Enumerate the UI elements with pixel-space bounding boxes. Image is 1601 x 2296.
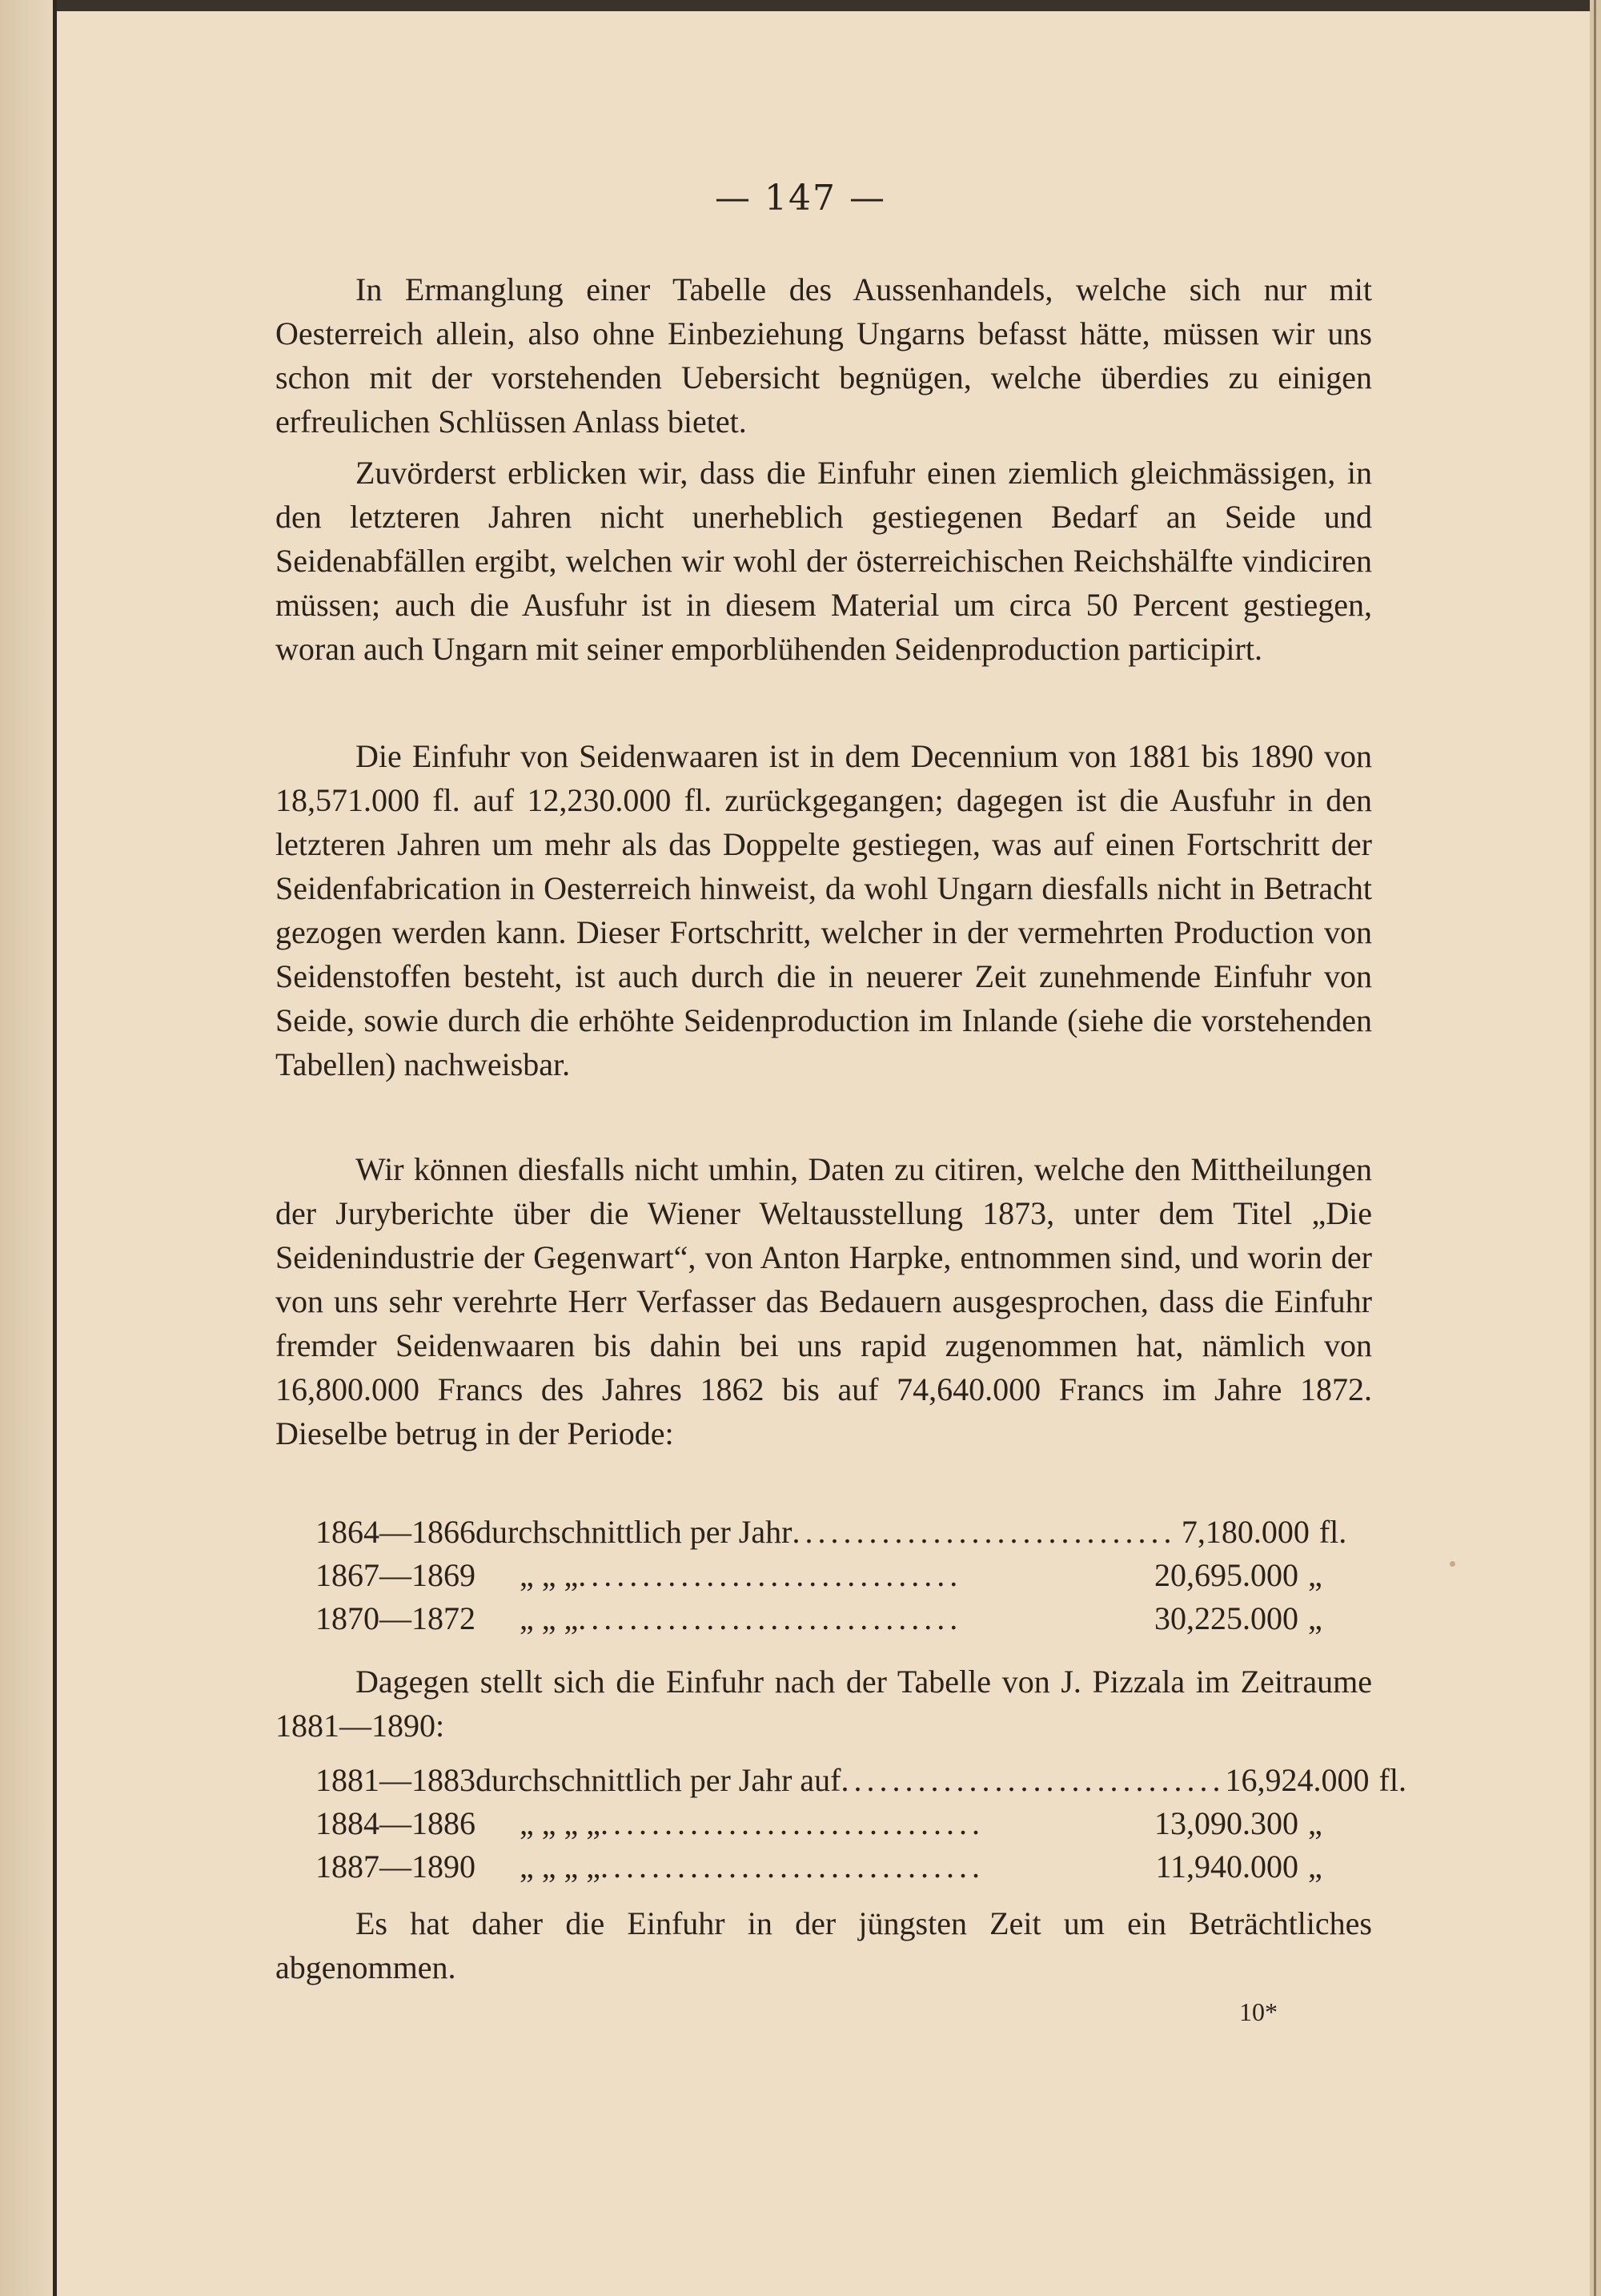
table-row [315, 1511, 1348, 1554]
table-row [315, 1802, 1348, 1845]
value: 11,940.000 [1155, 1848, 1298, 1885]
period: 1864—1866 [315, 1514, 475, 1550]
paragraph-5: Dagegen stellt sich die Einfuhr nach der Tabelle von J. Pizzala im Zeitraume 1881—1890: [275, 1664, 1372, 1744]
row-label: durchschnittlich per Jahr [475, 1514, 792, 1550]
page-number: — 147 — [715, 178, 886, 219]
paragraph-3: Die Einfuhr von Seidenwaaren ist in dem Decennium von 1881 bis 1890 von 18,571.000 fl. auf 12,230.000 fl. zurückgegangen; dagegen ist die Ausfuhr in den letzteren Jahren um mehr als das Doppelte gestiegen, was auf einen Fortschritt der Seidenfabrication in Oesterreich hinweist, da wohl Ungarn diesfalls nicht in Betracht gezogen werden kann. Dieser Fortschritt, welcher in der vermehrten Production von Seidenstoffen besteht, ist auch durch die in neuerer Zeit zunehmende Einfuhr von Seide, sowie durch die erhöhte Seidenproduction im Inlande (siehe die vorstehenden Tabellen) nachweisbar. [275, 738, 1372, 1082]
period: 1887—1890 [315, 1848, 475, 1885]
row-label: „ „ „ „ [520, 1805, 601, 1841]
right-edge-line [1594, 0, 1596, 2296]
paragraph-6: Es hat daher die Einfuhr in der jüngsten Zeit um ein Beträchtliches abgenommen. [275, 1905, 1372, 1985]
unit: „ [1308, 1600, 1322, 1636]
unit: fl. [1378, 1762, 1406, 1798]
row-label: durchschnittlich per Jahr auf [475, 1762, 841, 1798]
paragraph-2: Zuvörderst erblicken wir, dass die Einfuhr einen ziemlich gleichmässigen, in den letzteren Jahren nicht unerheblich gestiegenen Bedarf an Seide und Seidenabfällen ergibt, welchen wir wohl der österreichischen Reichshälfte vindiciren müssen; auch die Ausfuhr ist in diesem Material um circa 50 Percent gestiegen, woran auch Ungarn mit seiner emporblühenden Seidenproduction participirt. [275, 455, 1372, 667]
value: 7,180.000 [1181, 1514, 1310, 1550]
unit: fl. [1318, 1514, 1347, 1550]
leader-dots: .............................. [578, 1600, 963, 1636]
import-table-1881-1890 [315, 1759, 1406, 1889]
unit: „ [1308, 1848, 1322, 1885]
table-row [315, 1597, 1348, 1640]
value: 20,695.000 [1154, 1557, 1298, 1593]
leader-dots: .............................. [578, 1557, 963, 1593]
table-row [315, 1554, 1348, 1597]
unit: „ [1308, 1805, 1322, 1841]
period: 1881—1883 [315, 1762, 475, 1798]
period: 1870—1872 [315, 1600, 475, 1636]
period: 1884—1886 [315, 1805, 475, 1841]
table-row [315, 1759, 1406, 1802]
row-label: „ „ „ [520, 1557, 579, 1593]
paragraph-4: Wir können diesfalls nicht umhin, Daten zu citiren, welche den Mittheilungen der Juryberichte über die Wiener Weltausstellung 1873, unter dem Titel „Die Seidenindustrie der Gegenwart“, von Anton Harpke, entnommen sind, und worin der von uns sehr verehrte Herr Verfasser das Bedauern ausgesprochen, dass die Einfuhr fremder Seidenwaaren bis dahin bei uns rapid zugenommen hat, nämlich von 16,800.000 Francs des Jahres 1862 bis auf 74,640.000 Francs im Jahre 1872. Dieselbe betrug in der Periode: [275, 1151, 1372, 1451]
period: 1867—1869 [315, 1557, 475, 1593]
table-row [315, 1845, 1348, 1889]
row-label: „ „ „ [520, 1600, 579, 1636]
leader-dots: .............................. [841, 1762, 1226, 1798]
paper-speck [1450, 1561, 1455, 1567]
paragraph-1: In Ermanglung einer Tabelle des Aussenhandels, welche sich nur mit Oesterreich allein, also ohne Einbeziehung Ungarns befasst hätte, müssen wir uns schon mit der vorstehenden Uebersicht begnügen, welche überdies zu einigen erfreulichen Schlüssen Anlass bietet. [275, 271, 1372, 440]
value: 13,090.300 [1154, 1805, 1298, 1841]
value: 30,225.000 [1154, 1600, 1298, 1636]
signature-mark: 10* [1239, 1997, 1278, 2026]
top-page-edge [0, 0, 1601, 11]
unit: „ [1308, 1557, 1322, 1593]
row-label: „ „ „ „ [520, 1848, 601, 1885]
value: 16,924.000 [1225, 1762, 1370, 1798]
import-table-1864-1872 [315, 1511, 1348, 1640]
binding-line [53, 0, 57, 2296]
leader-dots: .............................. [792, 1514, 1177, 1550]
leader-dots: .............................. [600, 1848, 985, 1885]
leader-dots: .............................. [600, 1805, 985, 1841]
binding-edge [0, 0, 56, 2296]
